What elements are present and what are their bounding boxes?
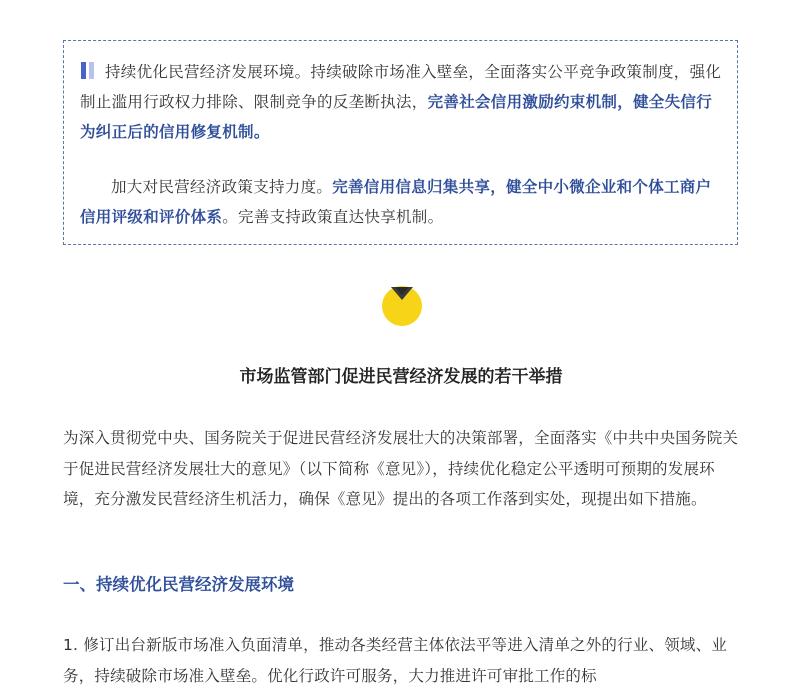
item-1-paragraph: 1. 修订出台新版市场准入负面清单，推动各类经营主体依法平等进入清单之外的行业、领域、业务，持续破除市场准入壁垒。优化行政许可服务，大力推进许可审批工作的标 bbox=[63, 636, 728, 685]
quote-p2-end: 。完善支持政策直达快享机制。 bbox=[222, 208, 444, 226]
quote-p2-highlight: 完善信用信息归集共享，健全中小微企业和个体工商户信用评级和评价体系 bbox=[80, 178, 712, 226]
yellow-medallion-icon bbox=[382, 286, 422, 326]
quote-p2-text: 加大对民营经济政策支持力度。 bbox=[111, 178, 333, 196]
quote-p1-highlight: 完善社会信用激励约束机制，健全失信行为纠正后的信用修复机制 bbox=[80, 93, 713, 141]
quote-p1-end: 。 bbox=[253, 123, 270, 141]
intro-paragraph: 为深入贯彻党中央、国务院关于促进民营经济发展壮大的决策部署，全面落实《中共中央国务院关于促进民营经济发展壮大的意见》（以下简称《意见》），持续优化稳定公平透明可预期的发展环境，充分激发民营经济生机活力，确保《意见》提出的各项工作落到实处，现提出如下措施。 bbox=[63, 429, 739, 508]
heading-1: 一、持续优化民营经济发展环境 bbox=[63, 575, 294, 594]
quote-p1-text: 持续优化民营经济发展环境。持续破除市场准入壁垒，全面落实公平竞争政策制度，强化制止滥用行政权力排除、限制竞争的反垄断执法， bbox=[80, 63, 722, 111]
section-title: 市场监管部门促进民营经济发展的若干举措 bbox=[239, 367, 563, 387]
quote-bars-icon bbox=[80, 62, 97, 79]
quote-paragraph-2 bbox=[80, 172, 725, 232]
quote-box bbox=[63, 40, 738, 245]
quote-paragraph-1 bbox=[80, 57, 725, 147]
